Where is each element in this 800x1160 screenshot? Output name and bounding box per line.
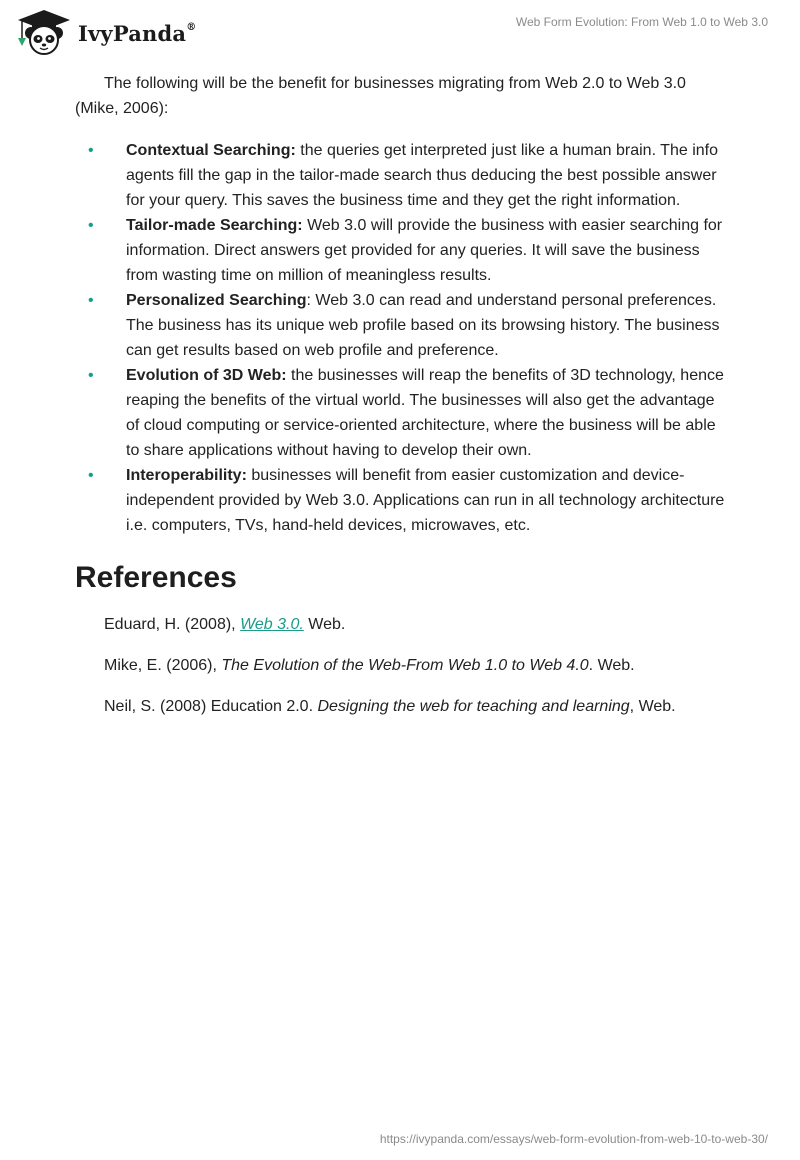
- footer-url[interactable]: https://ivypanda.com/essays/web-form-evolution-from-web-10-to-web-30/: [379, 1132, 768, 1146]
- list-item: [75, 213, 725, 288]
- benefit-text: : Web 3.0 can read and understand personal preferences. The business has its unique web profile based on its browsing history. The business can get results based on web profile and preference.: [126, 292, 720, 359]
- benefit-text: the queries get interpreted just like a human brain. The info agents fill the gap in the tailor-made search thus deducing the best possible answer for your query. This saves the business time and they get the right information.: [126, 142, 718, 209]
- reference-title: The Evolution of the Web-From Web 1.0 to Web 4.0: [221, 657, 589, 674]
- ivypanda-logo[interactable]: [14, 8, 196, 56]
- references-list: [75, 612, 725, 719]
- panda-graduate-icon: [14, 8, 74, 56]
- benefit-term: Contextual Searching:: [126, 142, 296, 159]
- logo-wordmark: IvyPanda®: [78, 20, 197, 46]
- list-item: [75, 138, 725, 213]
- list-item: [75, 363, 725, 463]
- page-header: [0, 0, 800, 60]
- bullet-icon: •: [88, 367, 94, 384]
- benefit-text: Web 3.0 will provide the business with easier searching for information. Direct answers get provided for any queries. It will save the business from wasting time on million of meaningless results.: [126, 217, 723, 284]
- bullet-icon: •: [88, 142, 94, 159]
- bullet-icon: •: [88, 217, 94, 234]
- list-item: [75, 463, 725, 538]
- bullet-icon: •: [88, 467, 94, 484]
- reference-entry: Neil, S. (2008) Education 2.0. Designing the web for teaching and learning, Web.: [104, 698, 676, 715]
- benefits-list: [75, 138, 725, 538]
- benefit-term: Tailor-made Searching:: [126, 217, 303, 234]
- references-heading: References: [75, 561, 237, 594]
- reference-entry: Mike, E. (2006), The Evolution of the Web-From Web 1.0 to Web 4.0. Web.: [104, 657, 635, 674]
- intro-paragraph: The following will be the benefit for businesses migrating from Web 2.0 to Web 3.0 (Mike, 2006):: [75, 75, 686, 117]
- benefit-term: Personalized Searching: [126, 292, 307, 309]
- benefit-term: Interoperability:: [126, 467, 247, 484]
- running-title: Web Form Evolution: From Web 1.0 to Web 3.0: [515, 15, 768, 29]
- benefit-text: the businesses will reap the benefits of 3D technology, hence reaping the benefits of the virtual world. The businesses will also get the advantage of cloud computing or service-oriented architecture, where the business will be able to share applications without having to develop their own.: [126, 367, 724, 459]
- reference-title: Designing the web for teaching and learning: [317, 698, 630, 715]
- essay-body: [75, 71, 725, 735]
- benefit-term: Evolution of 3D Web:: [126, 367, 287, 384]
- list-item: [75, 288, 725, 363]
- bullet-icon: •: [88, 292, 94, 309]
- reference-entry: Eduard, H. (2008), Web 3.0. Web.: [104, 616, 346, 633]
- benefit-text: businesses will benefit from easier customization and device-independent provided by Web 3.0. Applications can run in all technology architecture i.e. computers, TVs, hand-held devices, microwaves, etc.: [126, 467, 725, 534]
- reference-link[interactable]: Web 3.0.: [240, 616, 304, 633]
